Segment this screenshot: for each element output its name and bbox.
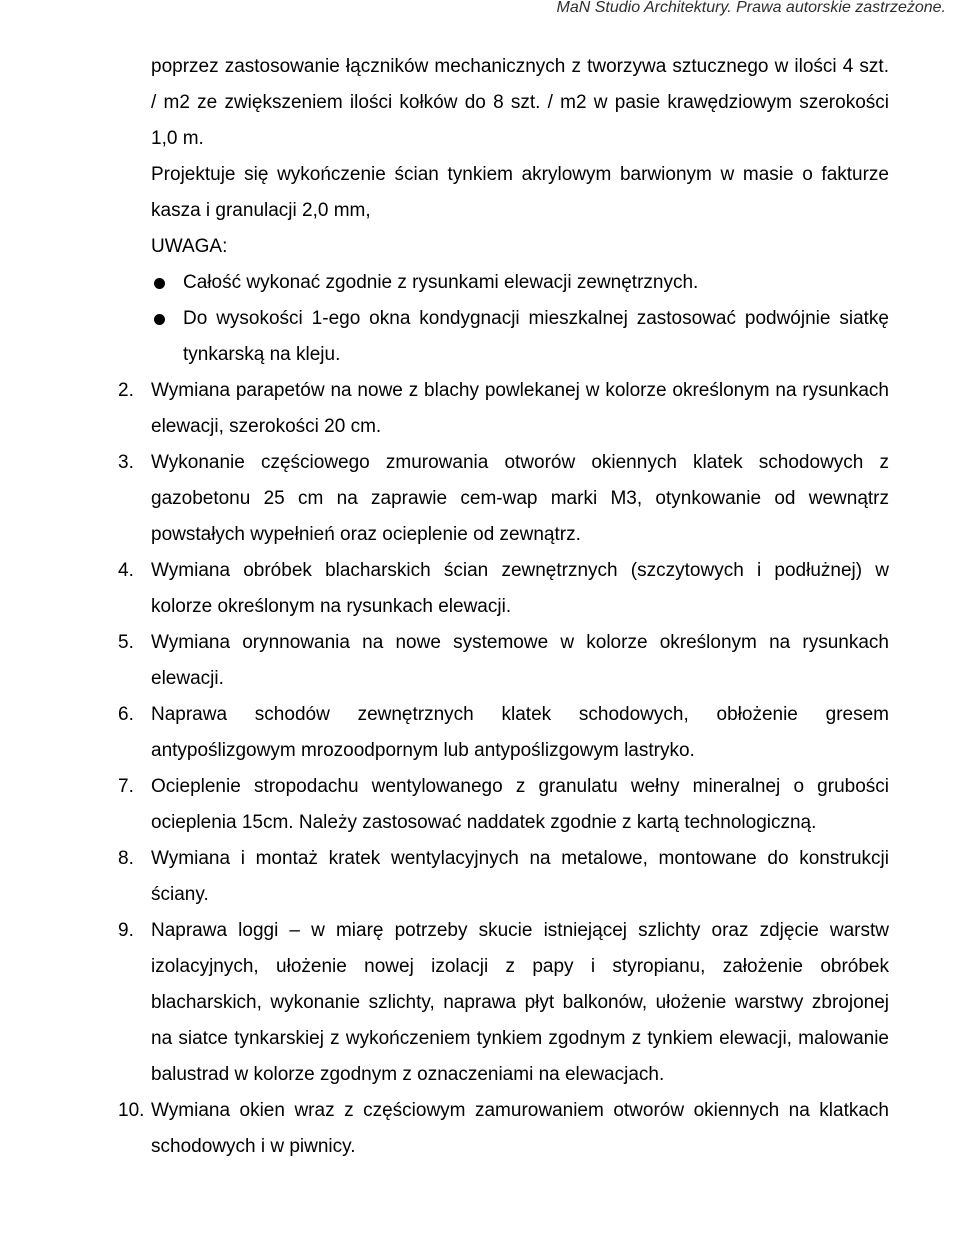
item-number: 5. [118,632,134,653]
item-number: 8. [118,848,134,869]
item-text: Naprawa schodów zewnętrznych klatek schodowych, obłożenie gresem antypoślizgowym mrozoodpornym lub antypoślizgowym lastryko. [151,704,889,761]
item-number: 3. [118,452,134,473]
list-item [118,1093,889,1165]
list-item [118,697,889,769]
list-item [118,841,889,913]
item-number: 2. [118,380,134,401]
bullet-text: Całość wykonać zgodnie z rysunkami elewacji zewnętrznych. [183,272,699,293]
finish-paragraph: Projektuje się wykończenie ścian tynkiem akrylowym barwionym w masie o fakturze kasza i granulacji 2,0 mm, [151,164,889,221]
bullet-item [151,265,889,301]
list-item [118,769,889,841]
bullet-dot-icon [154,314,165,325]
item-number: 9. [118,920,134,941]
bullet-text: Do wysokości 1-ego okna kondygnacji mieszkalnej zastosować podwójnie siatkę tynkarską na kleju. [183,308,889,365]
item-number: 6. [118,704,134,725]
page-header: MaN Studio Architektury. Prawa autorskie zastrzeżone. [556,0,946,16]
item-text: Wymiana obróbek blacharskich ścian zewnętrznych (szczytowych i podłużnej) w kolorze określonym na rysunkach elewacji. [151,560,889,617]
list-item [118,553,889,625]
list-item [118,913,889,1093]
item-text: Wymiana orynnowania na nowe systemowe w kolorze określonym na rysunkach elewacji. [151,632,889,689]
list-item [118,625,889,697]
warning-label: UWAGA: [151,236,228,257]
item-text: Ocieplenie stropodachu wentylowanego z granulatu wełny mineralnej o grubości ocieplenia 15cm. Należy zastosować naddatek zgodnie z kartą technologiczną. [151,776,889,833]
bullet-item [151,301,889,373]
list-item [118,445,889,553]
warning-bullet-list [151,265,889,373]
item-number: 10. [118,1100,145,1121]
item-text: Wykonanie częściowego zmurowania otworów okiennych klatek schodowych z gazobetonu 25 cm na zaprawie cem-wap marki M3, otynkowanie od wewnątrz powstałych wypełnień oraz ocieplenie od zewnątrz. [151,452,889,545]
item-number: 7. [118,776,134,797]
intro-paragraph: poprzez zastosowanie łączników mechanicznych z tworzywa sztucznego w ilości 4 szt. / m2 ze zwiększeniem ilości kołków do 8 szt. / m2 w pasie krawędziowym szerokości 1,0 m. [151,56,889,149]
item-text: Wymiana i montaż kratek wentylacyjnych na metalowe, montowane do konstrukcji ściany. [151,848,889,905]
item-text: Wymiana okien wraz z częściowym zamurowaniem otworów okiennych na klatkach schodowych i w piwnicy. [151,1100,889,1157]
item-number: 4. [118,560,134,581]
item-text: Naprawa loggi – w miarę potrzeby skucie istniejącej szlichty oraz zdjęcie warstw izolacyjnych, ułożenie nowej izolacji z papy i styropianu, założenie obróbek blacharskich, wykonanie szlichty, naprawa płyt balkonów, ułożenie warstwy zbrojonej na siatce tynkarskiej z wykończeniem tynkiem zgodnym z tynkiem elewacji, malowanie balustrad w kolorze zgodnym z oznaczeniami na elewacjach. [151,920,889,1085]
list-item [118,373,889,445]
bullet-dot-icon [154,278,165,289]
document-body [118,49,889,1165]
item-text: Wymiana parapetów na nowe z blachy powlekanej w kolorze określonym na rysunkach elewacji, szerokości 20 cm. [151,380,889,437]
